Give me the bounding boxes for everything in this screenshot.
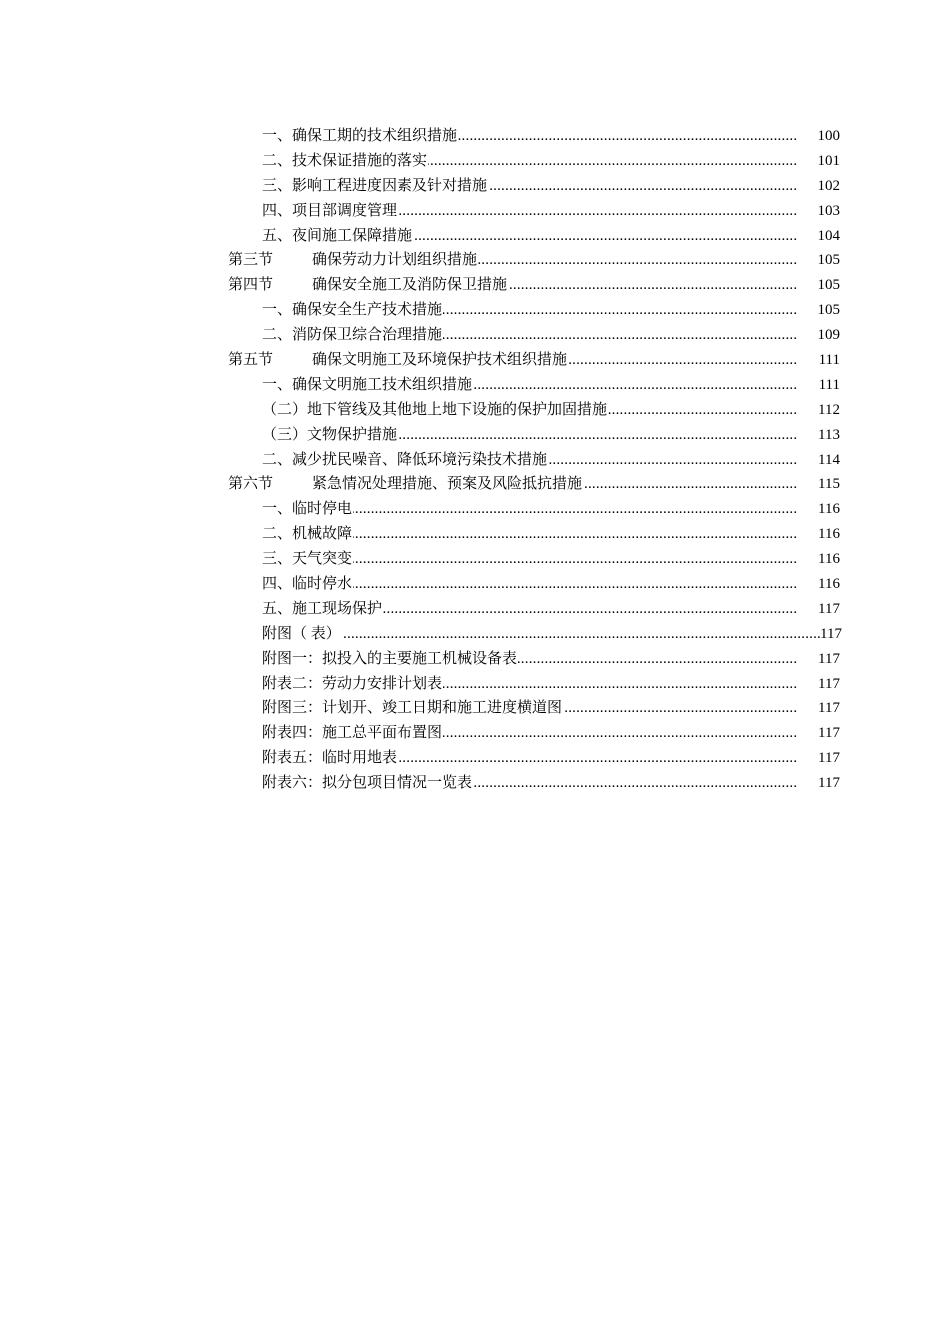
toc-entry-label [262,323,443,348]
toc-entry[interactable] [228,398,850,423]
toc-page-number: 105 [806,298,840,323]
toc-entry-title: 五、夜间施工保障措施 [262,227,413,244]
toc-entry-label [262,398,608,423]
toc-page-number: 117 [806,647,840,672]
toc-entry-label [228,273,508,298]
toc-entry[interactable] [228,298,850,323]
toc-entry[interactable] [228,572,850,597]
toc-entry[interactable] [228,174,850,199]
toc-entry-label [262,647,518,672]
toc-entry-title: 确保劳动力计划组织措施 [312,252,478,269]
toc-entry-title: 附表二：劳动力安排计划表 [262,675,443,692]
toc-entry-title: 确保安全施工及消防保卫措施 [312,277,508,294]
toc-page-number: 114 [806,448,840,473]
toc-entry[interactable] [228,323,850,348]
toc-entry-label [262,771,473,796]
toc-entry[interactable] [228,771,850,796]
toc-entry-label [262,497,353,522]
toc-page-number: 103 [806,199,840,224]
toc-page-number: 105 [806,273,840,298]
toc-section-number: 第六节 [228,476,274,493]
toc-page-number: 113 [806,423,840,448]
toc-entry[interactable] [228,472,850,497]
toc-page-number: 116 [806,572,840,597]
toc-entry-label [262,373,473,398]
toc-page-number: 100 [806,124,840,149]
table-of-contents [228,124,850,796]
toc-entry-label [228,472,583,497]
toc-entry-label [262,199,398,224]
toc-page-number: 117 [806,721,840,746]
toc-entry[interactable] [228,672,850,697]
toc-entry-title: 二、机械故障 [262,526,353,543]
toc-entry[interactable] [228,696,850,721]
toc-entry[interactable] [228,224,850,249]
toc-entry[interactable] [228,423,850,448]
toc-entry-title: 二、减少扰民噪音、降低环境污染技术措施 [262,451,548,468]
toc-entry-title: 三、天气突变 [262,551,353,568]
toc-section-number: 第五节 [228,352,274,369]
toc-entry-label [262,696,563,721]
toc-page-number: 117 [806,746,840,771]
toc-section-number: 第三节 [228,252,274,269]
toc-entry[interactable] [228,721,850,746]
toc-page-number: 117 [806,672,840,697]
toc-entry-title: 五、施工现场保护 [262,600,383,617]
toc-page-number: 117 [806,696,840,721]
toc-entry[interactable] [228,547,850,572]
toc-entry-label [262,746,398,771]
toc-entry-label [228,248,478,273]
toc-entry-title: 四、项目部调度管理 [262,202,398,219]
toc-page-number: 111 [806,373,840,398]
toc-entry[interactable] [228,622,850,647]
toc-section-number: 第四节 [228,277,274,294]
toc-entry-title: 附表四：施工总平面布置图 [262,725,443,742]
toc-entry[interactable] [228,273,850,298]
toc-entry[interactable] [228,746,850,771]
toc-entry-label [262,174,488,199]
toc-page-number: 109 [806,323,840,348]
toc-page-number: 102 [806,174,840,199]
toc-entry-label [228,348,568,373]
toc-page-number: 117 [806,597,840,622]
toc-entry-label [262,622,342,647]
toc-entry-title: 附图一：拟投入的主要施工机械设备表 [262,650,518,667]
toc-entry[interactable] [228,199,850,224]
toc-page-number: 117 [820,622,848,647]
toc-entry[interactable] [228,248,850,273]
toc-entry[interactable] [228,348,850,373]
toc-entry[interactable] [228,522,850,547]
toc-entry-title: 四、临时停水 [262,576,353,593]
toc-page-number: 111 [806,348,840,373]
toc-entry-title: （二）地下管线及其他地上地下设施的保护加固措施 [262,401,608,418]
toc-entry-title: 二、技术保证措施的落实 [262,152,428,169]
toc-page-number: 104 [806,224,840,249]
toc-page-number: 116 [806,497,840,522]
toc-page-number: 116 [806,522,840,547]
toc-entry-title: 确保文明施工及环境保护技术组织措施 [312,352,568,369]
toc-entry-title: 一、确保工期的技术组织措施 [262,128,458,144]
toc-entry-label [262,597,383,622]
toc-entry-label [262,124,458,149]
toc-entry-title: 一、确保安全生产技术措施 [262,302,443,319]
toc-leader-dots [268,622,820,647]
toc-entry[interactable] [228,448,850,473]
toc-entry-label [262,423,398,448]
toc-entry[interactable] [228,597,850,622]
toc-entry[interactable] [228,149,850,174]
toc-page-number: 117 [806,771,840,796]
toc-entry-label [262,547,353,572]
toc-entry-label [262,224,413,249]
toc-entry-label [262,448,548,473]
toc-entry[interactable] [228,373,850,398]
toc-page-number: 115 [806,472,840,497]
toc-entry[interactable] [228,497,850,522]
toc-entry-title: （三）文物保护措施 [262,426,398,443]
toc-entry-title: 紧急情况处理措施、预案及风险抵抗措施 [312,476,583,493]
toc-page-number: 112 [806,398,840,423]
toc-entry-label [262,298,443,323]
toc-entry-title: 二、消防保卫综合治理措施 [262,327,443,344]
toc-entry[interactable] [228,647,850,672]
toc-entry-title: 附表五：临时用地表 [262,750,398,767]
toc-entry-label [262,572,353,597]
toc-entry-title: 附图（ 表） [262,625,341,642]
toc-entry-title: 三、影响工程进度因素及针对措施 [262,177,488,194]
toc-entry-title: 附图三：计划开、竣工日期和施工进度横道图 [262,700,563,717]
toc-entry-label [262,672,443,697]
toc-page-number: 105 [806,248,840,273]
toc-entry-label [262,522,353,547]
toc-entry-title: 一、临时停电 [262,501,353,518]
toc-page-number: 116 [806,547,840,572]
toc-entry-label [262,149,428,174]
toc-entry-title: 附表六：拟分包项目情况一览表 [262,775,473,792]
toc-entry-label [262,721,443,746]
toc-entry[interactable] [228,124,850,149]
toc-entry-title: 一、确保文明施工技术组织措施 [262,376,473,393]
toc-page-number: 101 [806,149,840,174]
